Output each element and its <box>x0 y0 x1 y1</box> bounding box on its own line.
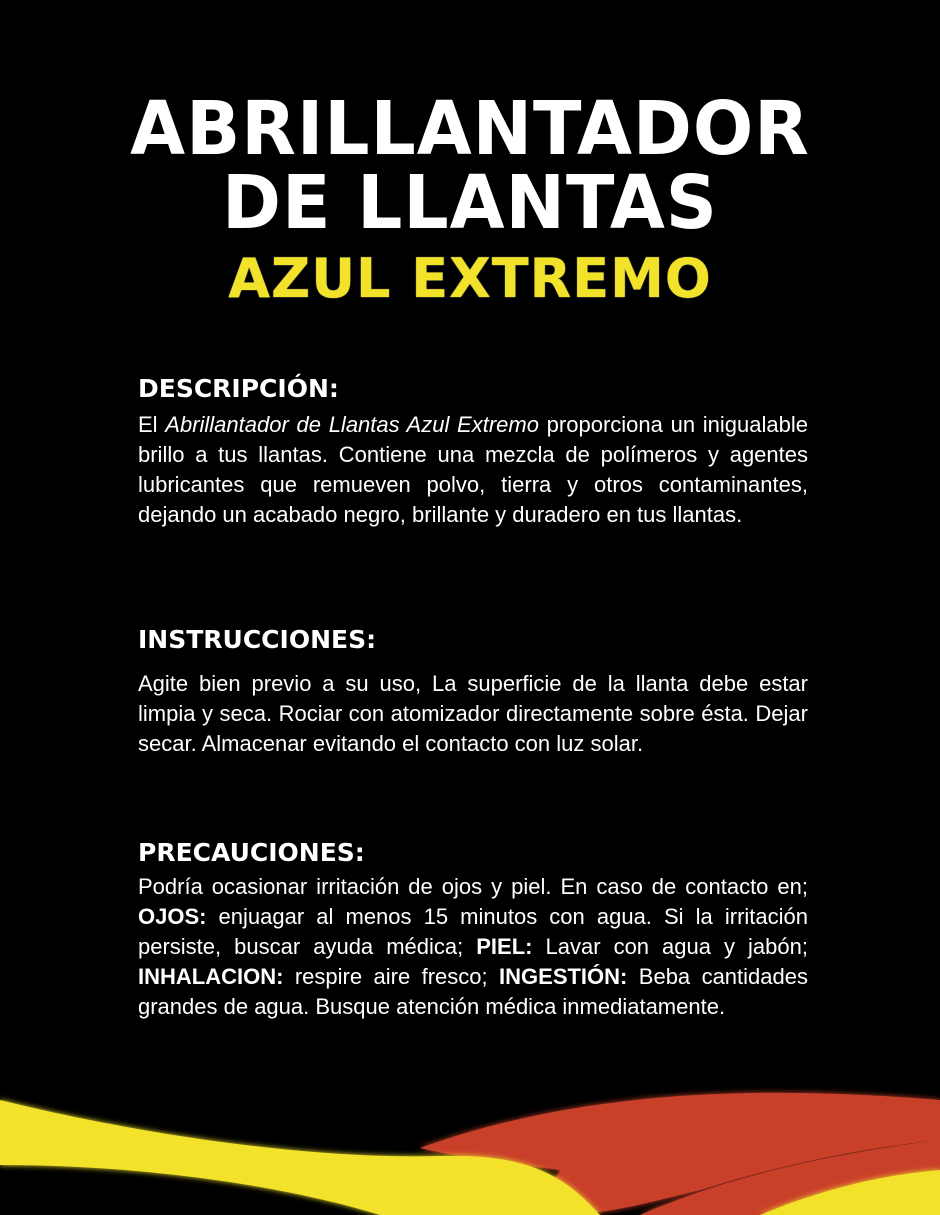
skin-label: PIEL: <box>476 934 533 959</box>
product-subtitle: AZUL EXTREMO <box>228 247 712 310</box>
instructions-heading: INSTRUCCIONES: <box>138 625 377 654</box>
description-heading: DESCRIPCIÓN: <box>138 374 339 403</box>
ingestion-label: INGESTIÓN: <box>499 964 628 989</box>
instructions-section <box>138 625 808 759</box>
title-line-2: DE LLANTAS <box>222 160 718 246</box>
instructions-text: Agite bien previo a su uso, La superficie de la llanta debe estar limpia y seca. Rociar con atomizador directamente sobre ésta. Dejar secar. Almacenar evitando el contacto con luz solar. <box>138 671 808 756</box>
decorative-wave <box>0 1070 940 1215</box>
skin-text: Lavar con agua y jabón; <box>532 934 808 959</box>
description-text-after: proporciona un inigualable brillo a tus llantas. Contiene una mezcla de polímeros y agentes lubricantes que remueven polvo, tierra y otros contaminantes, dejando un acabado negro, brillante y duradero en tus llantas. <box>138 412 808 527</box>
precautions-heading: PRECAUCIONES: <box>138 838 365 867</box>
description-product-name: Abrillantador de Llantas Azul Extremo <box>165 412 539 437</box>
title-line-1: ABRILLANTADOR <box>130 86 810 172</box>
title-block <box>0 86 940 310</box>
inhalation-label: INHALACION: <box>138 964 284 989</box>
eyes-label: OJOS: <box>138 904 207 929</box>
precautions-section <box>138 838 808 1022</box>
ingestion-text: Beba cantidades grandes de agua. Busque atención médica inmediatamente. <box>138 964 808 1019</box>
precautions-intro: Podría ocasionar irritación de ojos y piel. En caso de contacto en; <box>138 874 808 899</box>
description-text-before: El <box>138 412 166 437</box>
description-text <box>138 410 808 530</box>
inhalation-text: respire aire fresco; <box>283 964 500 989</box>
description-section <box>138 374 808 530</box>
precautions-text <box>138 872 808 1022</box>
eyes-text: enjuagar al menos 15 minutos con agua. Si la irritación persiste, buscar ayuda médica; <box>138 904 808 959</box>
